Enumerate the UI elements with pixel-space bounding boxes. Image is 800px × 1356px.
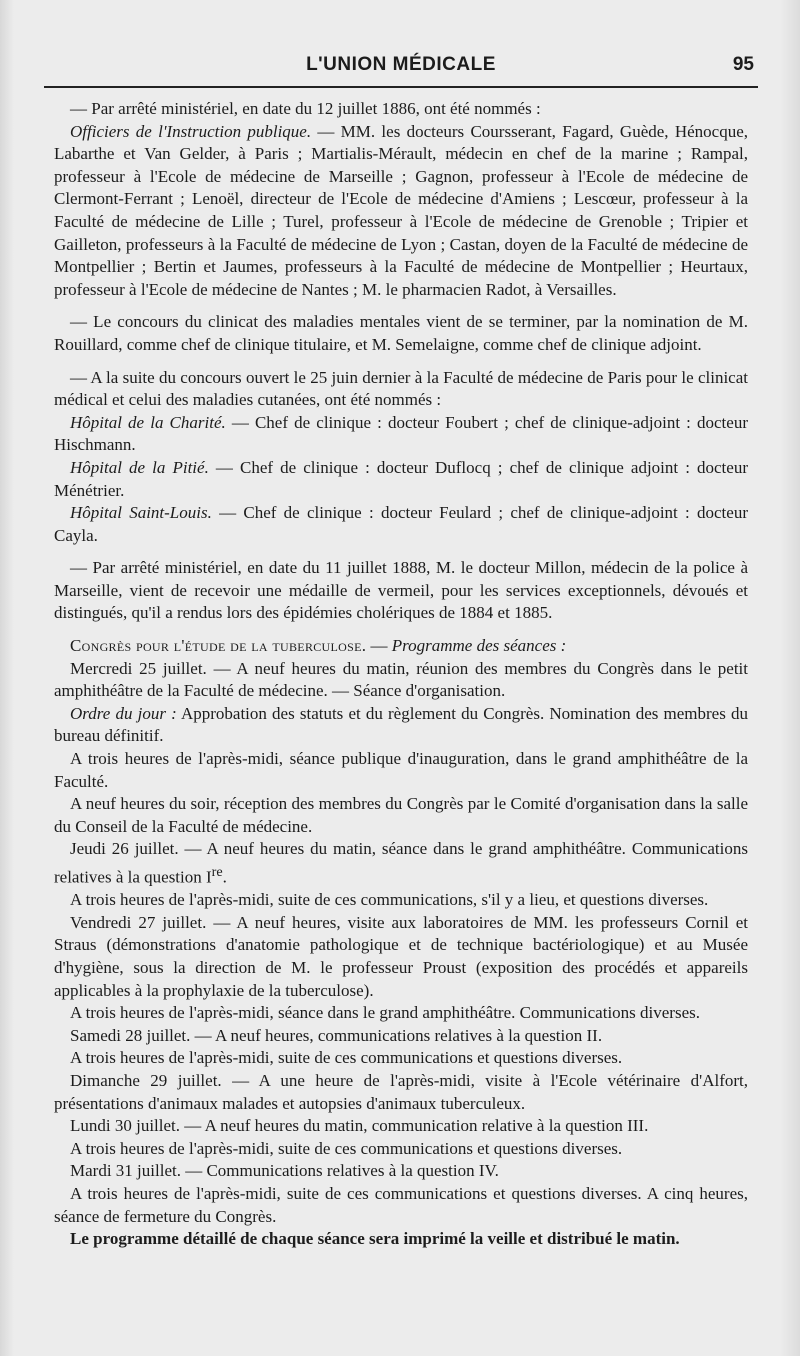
jeudi-paragraph [54, 838, 748, 889]
mardi-paragraph: Mardi 31 juillet. — Communications relatives à la question IV. [70, 1161, 499, 1181]
ordre-du-jour-paragraph [54, 703, 748, 748]
congres-heading [54, 635, 748, 658]
clinicat-mental-paragraph: — Le concours du clinicat des maladies mentales vient de se terminer, par la nomination de M. Rouillard, comme chef de clinique titulaire, et M. Semelaigne, comme chef de clinique adjoint. [54, 312, 748, 354]
header-rule [44, 86, 758, 88]
samedi-aprem-paragraph: A trois heures de l'après-midi, suite de ces communications et questions diverses. [70, 1048, 623, 1068]
page-header [54, 48, 754, 84]
lundi-aprem-paragraph: A trois heures de l'après-midi, suite de ces communications et questions diverses. [70, 1138, 623, 1158]
jeudi-superscript: re [211, 864, 223, 880]
mercredi-soir-paragraph: A neuf heures du soir, réception des membres du Congrès par le Comité d'organisation dans la salle du Conseil de la Faculté de médecine. [54, 794, 748, 836]
charite-body: — Chef de clinique : docteur Foubert ; chef de clinique-adjoint : docteur Hischmann. [54, 412, 748, 455]
ordre-body: Approbation des statuts et du règlement du Congrès. Nomination des membres du bureau définitif. [54, 703, 748, 746]
dimanche-paragraph: Dimanche 29 juillet. — A une heure de l'après-midi, visite à l'Ecole vétérinaire d'Alfort, présentations d'animaux malades et autopsies d'animaux tuberculeux. [54, 1071, 748, 1113]
mercredi-paragraph: Mercredi 25 juillet. — A neuf heures du matin, réunion des membres du Congrès dans le petit amphithéâtre de la Faculté de médecine. — Séance d'organisation. [54, 658, 748, 701]
mardi-aprem-paragraph: A trois heures de l'après-midi, suite de ces communications et questions diverses. A cinq heures, séance de fermeture du Congrès. [54, 1183, 748, 1226]
ordre-label: Ordre du jour : [70, 703, 177, 723]
charite-label: Hôpital de la Charité. [70, 412, 226, 432]
mercredi-aprem-paragraph: A trois heures de l'après-midi, séance publique d'inauguration, dans le grand amphithéâtre de la Faculté. [54, 749, 748, 791]
article-body [54, 98, 748, 1251]
officers-label: Officiers de l'Instruction publique. [70, 121, 312, 141]
congres-title: Congrès pour l'étude de la tuberculose. [70, 636, 367, 656]
stlouis-paragraph [54, 502, 748, 547]
clinicat-medical-paragraph: — A la suite du concours ouvert le 25 juin dernier à la Faculté de médecine de Paris pour le clinicat médical et celui des maladies cutanées, ont été nommés : [54, 367, 748, 410]
decree-intro: — Par arrêté ministériel, en date du 12 juillet 1886, ont été nommés : [70, 99, 541, 118]
programme-note: Le programme détaillé de chaque séance sera imprimé la veille et distribué le matin. [70, 1229, 680, 1249]
officers-paragraph [54, 121, 748, 302]
stlouis-label: Hôpital Saint-Louis. [70, 503, 212, 523]
jeudi-text: Jeudi 26 juillet. — A neuf heures du matin, séance dans le grand amphithéâtre. Communications relatives à la question I [54, 839, 748, 887]
lundi-paragraph: Lundi 30 juillet. — A neuf heures du matin, communication relative à la question III. [70, 1116, 649, 1136]
charite-paragraph [54, 412, 748, 457]
running-title: L'UNION MÉDICALE [306, 54, 496, 75]
jeudi-aprem-paragraph: A trois heures de l'après-midi, suite de ces communications, s'il y a lieu, et questions diverses. [70, 890, 709, 910]
stlouis-body: — Chef de clinique : docteur Feulard ; chef de clinique-adjoint : docteur Cayla. [54, 503, 748, 545]
medal-paragraph: — Par arrêté ministériel, en date du 11 juillet 1888, M. le docteur Millon, médecin de la police à Marseille, vient de recevoir une médaille de vermeil, pour les services exceptionnels, dévoués et distingués, qu'il a rendus lors des épidémies cholériques de 1884 et 1885. [54, 558, 748, 623]
pitie-label: Hôpital de la Pitié. [70, 457, 209, 477]
pitie-body: — Chef de clinique : docteur Duflocq ; chef de clinique adjoint : docteur Ménétrier. [54, 457, 748, 500]
congres-dash: — [366, 636, 392, 656]
officers-body: — MM. les docteurs Coursserant, Fagard, Guède, Hénocque, Labarthe et Van Gelder, à Paris ; Martialis-Mérault, médecin en chef de la marine ; Rampal, professeur à l'Ecole de médecine de Marseille ; Gagnon, professeur à l'Ecole de médecine de Clermont-Ferrant ; Lenoël, directeur de l'Ecole de médecine d'Amiens ; Lescœur, professeur à la Faculté de médecine de Lille ; Turel, professeur à l'Ecole de médecine de Grenoble ; Tripier et Gailleton, professeurs à la Faculté de médecine de Lyon ; Castan, doyen de la Faculté de médecine de Montpellier ; Bertin et Jaumes, professeurs à la Faculté de médecine de Montpellier ; Heurtaux, professeur à l'Ecole de médecine de Nantes ; M. le pharmacien Radot, à Versailles. [54, 121, 748, 299]
jeudi-end: . [222, 867, 227, 887]
samedi-paragraph: Samedi 28 juillet. — A neuf heures, communications relatives à la question II. [70, 1025, 603, 1045]
page-number: 95 [732, 54, 754, 75]
vendredi-paragraph: Vendredi 27 juillet. — A neuf heures, visite aux laboratoires de MM. les professeurs Cornil et Straus (démonstrations d'anatomie pathologique et de technique bactériologique) et au Musée d'hygiène, sous la direction de M. le professeur Proust (exposition des procédés et appareils applicables à la prophylaxie de la tuberculose). [54, 912, 748, 1000]
congres-subtitle: Programme des séances : [391, 636, 567, 656]
pitie-paragraph [54, 457, 748, 502]
vendredi-aprem-paragraph: A trois heures de l'après-midi, séance dans le grand amphithéâtre. Communications diverses. [70, 1003, 700, 1023]
